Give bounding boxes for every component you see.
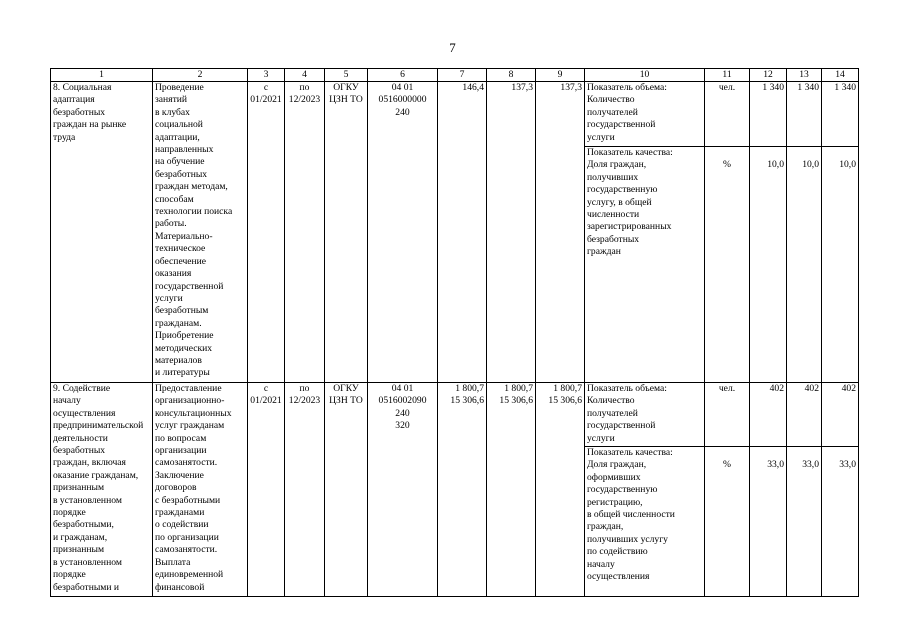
start-date-cell: с 01/2021: [248, 82, 285, 383]
amount-2023-cell: 1 800,7 15 306,6: [536, 383, 585, 597]
header-cell: 4: [285, 69, 325, 82]
header-cell: 8: [487, 69, 536, 82]
table-row: [51, 383, 859, 447]
amount-2021-cell: 1 800,7 15 306,6: [438, 383, 487, 597]
indicator-name-cell: Показатель объема: Количество получателей государственной услуги: [585, 383, 705, 447]
header-cell: 2: [153, 69, 248, 82]
value-2021-cell: 402: [750, 383, 787, 447]
event-description-cell: Предоставление организационно- консультационных услуг гражданам по вопросам организации самозанятости. Заключение договоров с безработными гражданами о содействии по организации самозанятости. Выплата единовременной финансовой: [153, 383, 248, 597]
value-2021-cell: 10,0: [750, 147, 787, 383]
value-2023-cell: 1 340: [822, 82, 859, 147]
value-2022-cell: 33,0: [787, 447, 822, 597]
header-cell: 7: [438, 69, 487, 82]
amount-2023-cell: 137,3: [536, 82, 585, 383]
unit-cell: чел.: [705, 383, 750, 447]
page-number: 7: [449, 40, 456, 55]
header-row: [51, 69, 859, 82]
start-date-cell: с 01/2021: [248, 383, 285, 597]
budget-code-cell: 04 01 0516000000 240: [368, 82, 438, 383]
value-2022-cell: 10,0: [787, 147, 822, 383]
indicator-name-cell: Показатель качества: Доля граждан, получивших государственную услугу, в общей численности зарегистрированных безработных граждан: [585, 147, 705, 383]
table-row: [51, 82, 859, 147]
header-cell: 6: [368, 69, 438, 82]
indicator-name-cell: Показатель качества: Доля граждан, оформивших государственную регистрацию, в общей численности граждан, получивших услугу по содействию началу осуществления: [585, 447, 705, 597]
header-cell: 13: [787, 69, 822, 82]
value-2022-cell: 1 340: [787, 82, 822, 147]
amount-2022-cell: 1 800,7 15 306,6: [487, 383, 536, 597]
value-2023-cell: 33,0: [822, 447, 859, 597]
header-cell: 11: [705, 69, 750, 82]
amount-2021-cell: 146,4: [438, 82, 487, 383]
end-date-cell: по 12/2023: [285, 82, 325, 383]
header-cell: 9: [536, 69, 585, 82]
executor-cell: ОГКУ ЦЗН ТО: [325, 383, 368, 597]
value-2021-cell: 33,0: [750, 447, 787, 597]
event-name-cell: 9. Содействие началу осуществления предпринимательской деятельности безработных граждан, включая оказание гражданам, признанным в установленном порядке безработными, и гражданам, признанным в установленном порядке безработными и: [51, 383, 153, 597]
value-2022-cell: 402: [787, 383, 822, 447]
header-cell: 10: [585, 69, 705, 82]
unit-cell: чел.: [705, 82, 750, 147]
header-cell: 5: [325, 69, 368, 82]
unit-cell: %: [705, 447, 750, 597]
event-name-cell: 8. Социальная адаптация безработных граждан на рынке труда: [51, 82, 153, 383]
header-cell: 14: [822, 69, 859, 82]
header-cell: 12: [750, 69, 787, 82]
header-cell: 1: [51, 69, 153, 82]
header-cell: 3: [248, 69, 285, 82]
unit-cell: %: [705, 147, 750, 383]
indicator-name-cell: Показатель объема: Количество получателей государственной услуги: [585, 82, 705, 147]
event-description-cell: Проведение занятий в клубах социальной адаптации, направленных на обучение безработных граждан методам, способам технологии поиска работы. Материально- техническое обеспечение оказания государственной услуги безработным гражданам. Приобретение методических материалов и литературы: [153, 82, 248, 383]
program-table: [50, 68, 859, 597]
end-date-cell: по 12/2023: [285, 383, 325, 597]
value-2021-cell: 1 340: [750, 82, 787, 147]
amount-2022-cell: 137,3: [487, 82, 536, 383]
budget-code-cell: 04 01 0516002090 240 320: [368, 383, 438, 597]
executor-cell: ОГКУ ЦЗН ТО: [325, 82, 368, 383]
value-2023-cell: 10,0: [822, 147, 859, 383]
value-2023-cell: 402: [822, 383, 859, 447]
